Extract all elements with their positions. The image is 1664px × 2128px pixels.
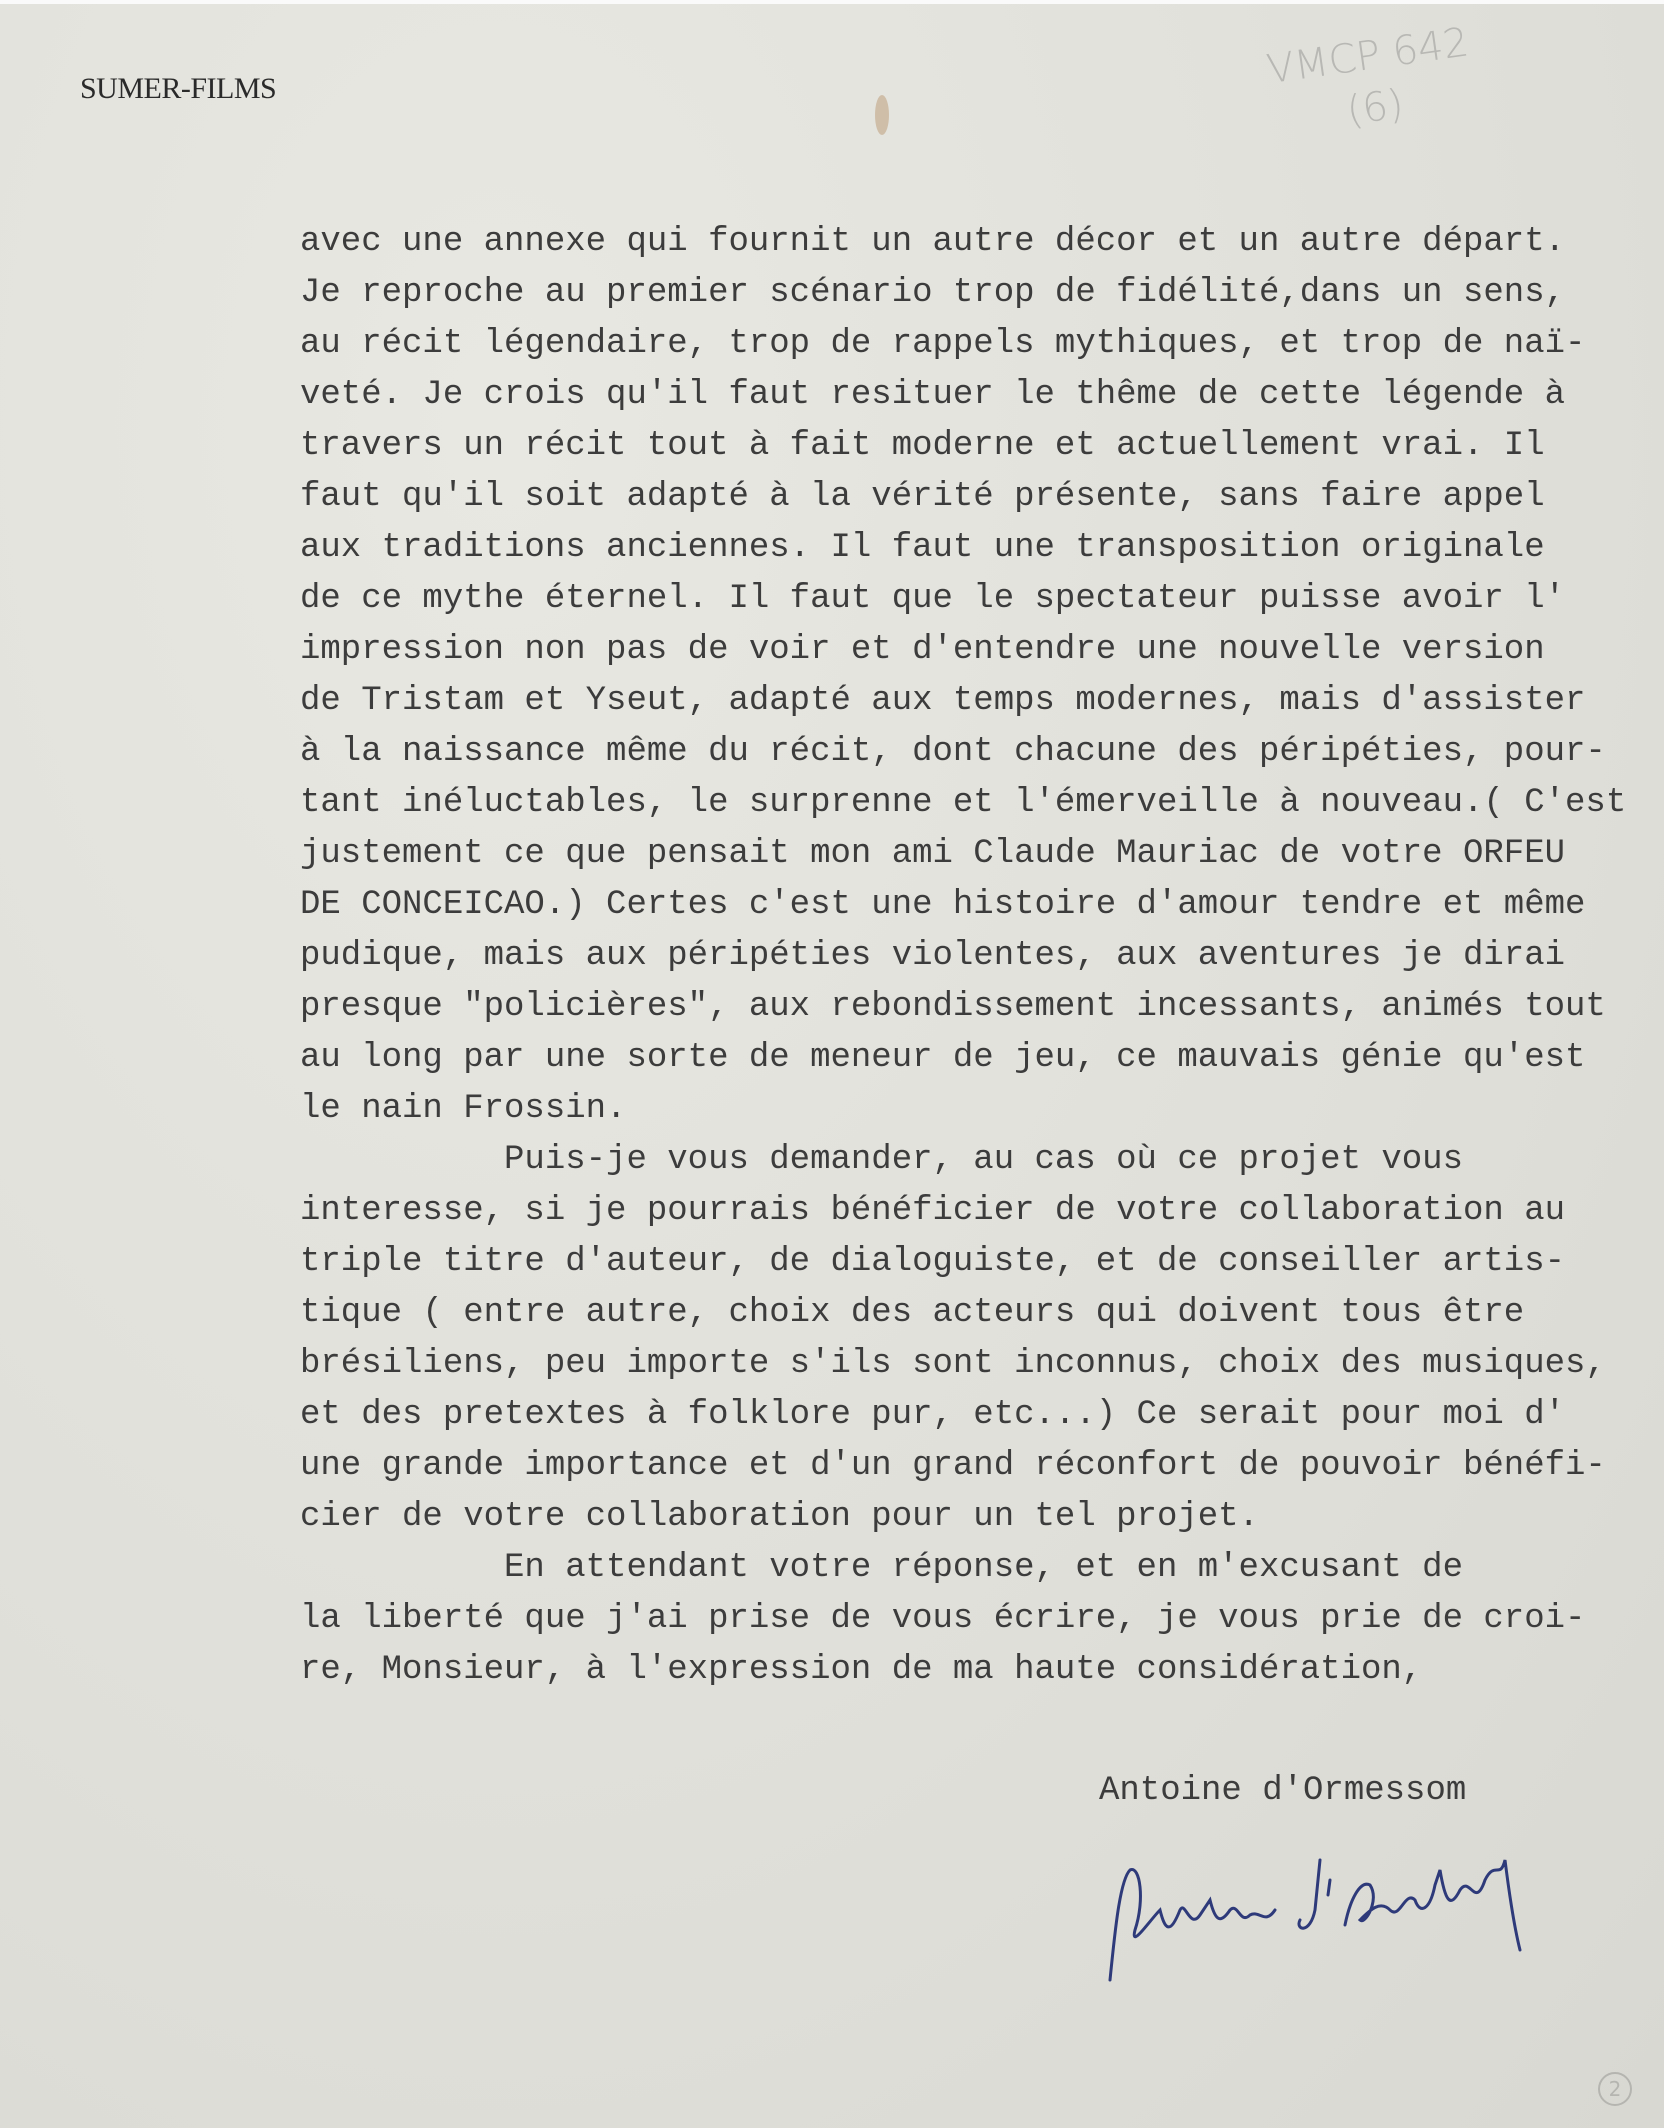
body-line: veté. Je crois qu'il faut resituer le thême de cette légende à xyxy=(300,376,1566,414)
letter-body xyxy=(300,220,1626,1699)
body-line: tique ( entre autre, choix des acteurs qui doivent tous être xyxy=(300,1294,1525,1332)
body-line: aux traditions anciennes. Il faut une transposition originale xyxy=(300,529,1545,567)
body-line: interesse, si je pourrais bénéficier de votre collaboration au xyxy=(300,1192,1566,1230)
signer-name: Antoine d'Ormessom xyxy=(1099,1772,1467,1810)
paper-stain xyxy=(875,95,889,135)
letterhead: SUMER-FILMS xyxy=(80,72,277,105)
body-line: Puis-je vous demander, au cas où ce projet vous xyxy=(300,1141,1463,1179)
body-line: travers un récit tout à fait moderne et actuellement vrai. Il xyxy=(300,427,1545,465)
body-line: DE CONCEICAO.) Certes c'est une histoire d'amour tendre et même xyxy=(300,886,1586,924)
body-line: impression non pas de voir et d'entendre une nouvelle version xyxy=(300,631,1545,669)
page-number: 2 xyxy=(1598,2072,1632,2106)
body-line: au récit légendaire, trop de rappels mythiques, et trop de naï- xyxy=(300,325,1586,363)
body-line: de ce mythe éternel. Il faut que le spectateur puisse avoir l' xyxy=(300,580,1566,618)
body-line: presque "policières", aux rebondissement incessants, animés tout xyxy=(300,988,1606,1026)
body-line: faut qu'il soit adapté à la vérité présente, sans faire appel xyxy=(300,478,1545,516)
body-line: et des pretextes à folklore pur, etc...) Ce serait pour moi d' xyxy=(300,1396,1566,1434)
body-line: Je reproche au premier scénario trop de fidélité,dans un sens, xyxy=(300,274,1566,312)
body-line: la liberté que j'ai prise de vous écrire, je vous prie de croi- xyxy=(300,1600,1586,1638)
body-line: justement ce que pensait mon ami Claude Mauriac de votre ORFEU xyxy=(300,835,1566,873)
body-line: triple titre d'auteur, de dialoguiste, et de conseiller artis- xyxy=(300,1243,1566,1281)
body-line: pudique, mais aux péripéties violentes, aux aventures je dirai xyxy=(300,937,1566,975)
archive-ref-number: (6) xyxy=(1343,81,1407,135)
archive-ref-code: VMCP 642 xyxy=(1264,19,1472,94)
body-line: le nain Frossin. xyxy=(300,1090,627,1128)
body-line: tant inéluctables, le surprenne et l'émerveille à nouveau.( C'est xyxy=(300,784,1627,822)
archive-reference xyxy=(1264,16,1479,147)
body-line: au long par une sorte de meneur de jeu, ce mauvais génie qu'est xyxy=(300,1039,1586,1077)
body-line: à la naissance même du récit, dont chacune des péripéties, pour- xyxy=(300,733,1606,771)
body-line: cier de votre collaboration pour un tel projet. xyxy=(300,1498,1259,1536)
body-line: de Tristam et Yseut, adapté aux temps modernes, mais d'assister xyxy=(300,682,1586,720)
body-line: avec une annexe qui fournit un autre décor et un autre départ. xyxy=(300,223,1566,261)
body-line: En attendant votre réponse, et en m'excusant de xyxy=(300,1549,1463,1587)
body-line: re, Monsieur, à l'expression de ma haute considération, xyxy=(300,1651,1423,1689)
handwritten-signature xyxy=(1100,1840,1550,1995)
body-line: une grande importance et d'un grand réconfort de pouvoir bénéfi- xyxy=(300,1447,1606,1485)
body-line: brésiliens, peu importe s'ils sont inconnus, choix des musiques, xyxy=(300,1345,1606,1383)
page-top-edge xyxy=(0,0,1664,4)
